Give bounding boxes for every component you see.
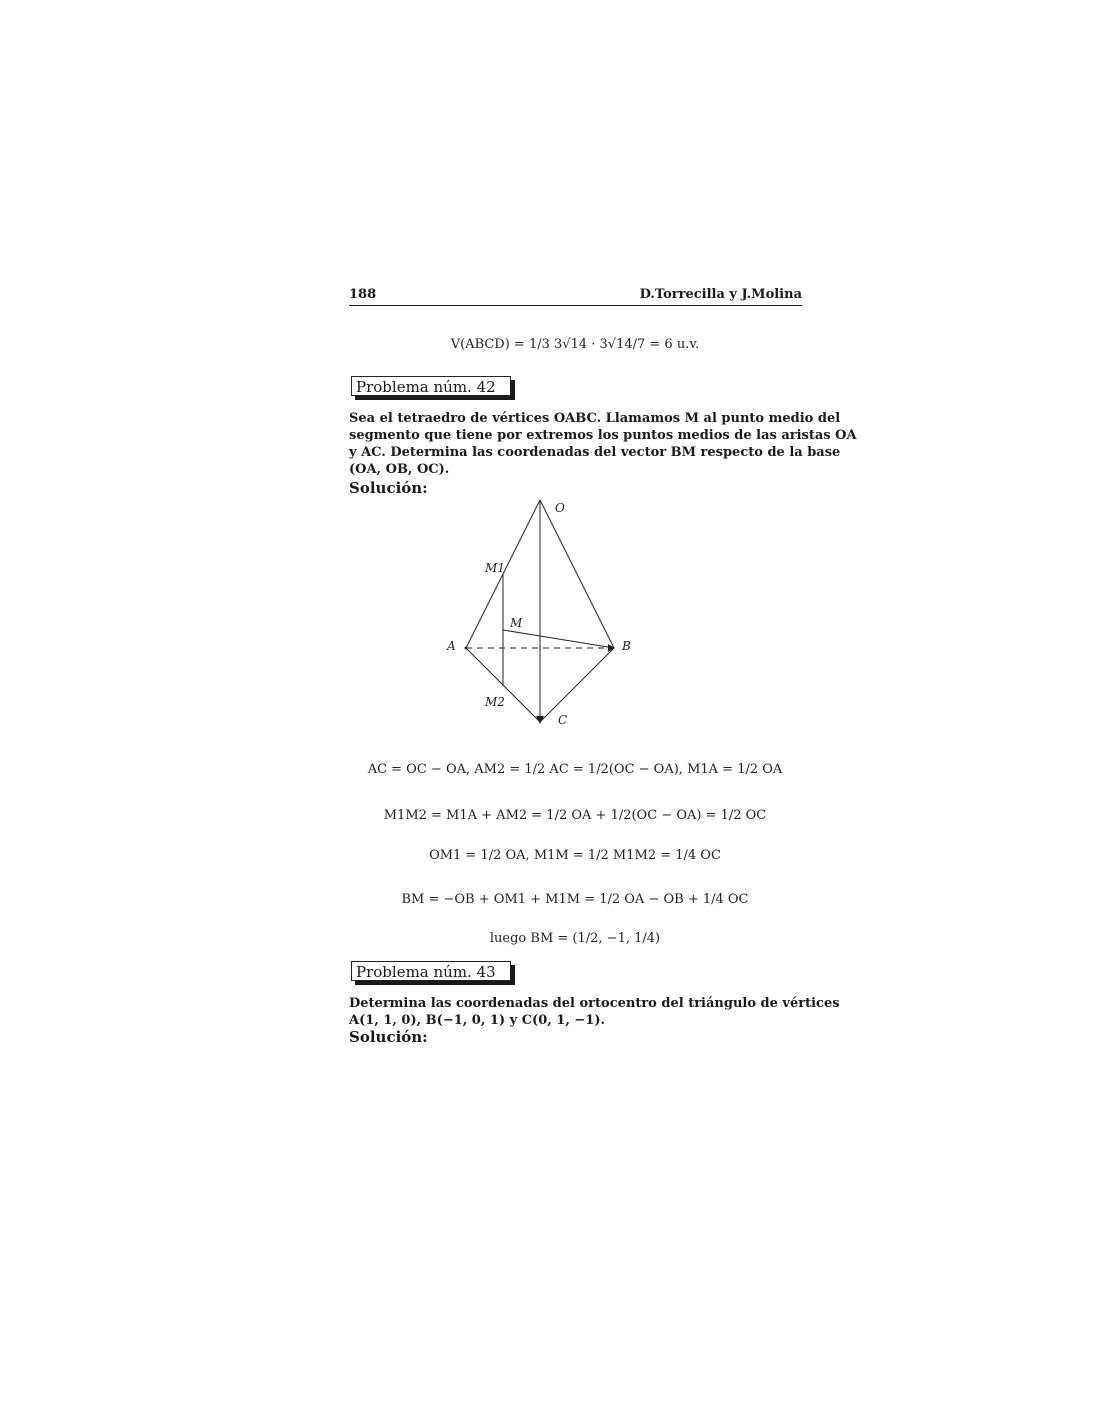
edge-OB (540, 500, 614, 648)
label-M2: M2 (485, 695, 505, 709)
equation-1: AC = OC − OA, AM2 = 1/2 AC = 1/2(OC − OA), M1A = 1/2 OA (367, 762, 783, 777)
problem-42-title: Problema núm. 42 (351, 376, 511, 396)
label-C: C (558, 713, 568, 727)
statement-line: Determina las coordenadas del ortocentro del triángulo de vértices (349, 996, 840, 1011)
statement-line: (OA, OB, OC). (349, 462, 450, 477)
arrowhead-C (536, 716, 544, 724)
page-number: 188 (349, 287, 377, 302)
problem-42-statement (349, 410, 857, 478)
label-B: B (622, 639, 631, 653)
equation-2: M1M2 = M1A + AM2 = 1/2 OA + 1/2(OC − OA) = 1/2 OC (383, 808, 767, 823)
label-M: M (510, 616, 523, 630)
header-authors: D.Torrecilla y J.Molina (639, 287, 802, 302)
statement-line: y AC. Determina las coordenadas del vector BM respecto de la base (349, 445, 841, 460)
equation-result: luego BM = (1/2, −1, 1/4) (489, 931, 661, 946)
label-M1: M1 (485, 561, 505, 575)
equation-3: OM1 = 1/2 OA, M1M = 1/2 M1M2 = 1/4 OC (429, 848, 721, 863)
label-A: A (447, 639, 456, 653)
edge-BC (540, 648, 614, 722)
statement-line: segmento que tiene por extremos los puntos medios de las aristas OA (349, 428, 857, 443)
tetrahedron-figure (430, 490, 650, 740)
point-A (465, 647, 468, 650)
problem-42-solution-label: Solución: (349, 479, 428, 497)
equation-4: BM = −OB + OM1 + M1M = 1/2 OA − OB + 1/4 OC (401, 892, 749, 907)
segment-MB (503, 630, 614, 648)
problem-43-title: Problema núm. 43 (351, 961, 511, 981)
label-O: O (555, 501, 565, 515)
statement-line: Sea el tetraedro de vértices OABC. Llamamos M al punto medio del (349, 411, 841, 426)
statement-line: A(1, 1, 0), B(−1, 0, 1) y C(0, 1, −1). (349, 1013, 606, 1028)
volume-equation: V(ABCD) = 1/3 3√14 · 3√14/7 = 6 u.v. (450, 337, 700, 352)
page-header (349, 287, 802, 306)
problem-43-solution-label: Solución: (349, 1028, 428, 1046)
problem-43-statement (349, 995, 840, 1029)
